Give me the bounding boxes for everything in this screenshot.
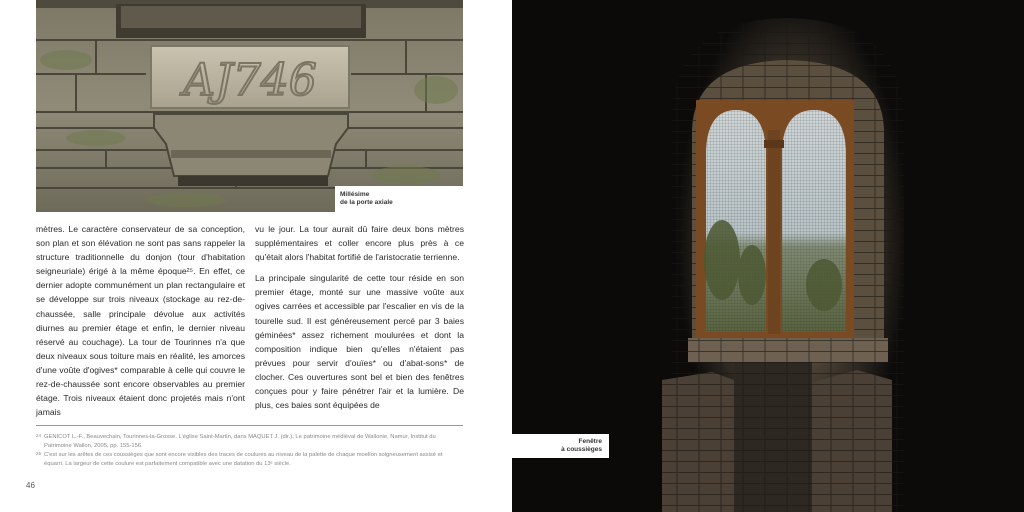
- footnote-divider: [36, 425, 463, 426]
- datestone-photo: [36, 0, 463, 212]
- page-number: 46: [26, 481, 35, 490]
- footnote: 25 C'est sur les arêtes de ces coussièges que sont encore visibles des traces de coulures au niveau de la palette de chaque moellon soigneusement assisé et équarri. La largeur de cette coulure est parfaitement compatible avec une datation du 13ᵉ siècle.: [36, 451, 443, 468]
- carved-date: AJ746: [183, 55, 317, 106]
- paragraph: mètres. Le caractère conservateur de sa conception, son plan et son élévation ne sont pas sans rappeler la structure traditionnelle du donjon (tour d'habitation seigneuriale) érigé à la même époque²⁵. En effet, ce dernier adopte communément un plan rectangulaire et se développe sur trois niveaux (stockage au rez-de-chaussée, salle principale dévolue aux activités diurnes au premier étage et enfin, le dernier niveau réservé au couchage). La tour de Tourinnes n'a que deux niveaux sous toiture mais en réalité, les amorces d'une voûte d'ogives* comparable à celle qui couvre le rez-de-chaussée sont encore observables au premier étage. Trois niveaux étaient donc projetés mais n'ont jamais: [36, 224, 245, 418]
- right-page: [512, 0, 1024, 512]
- photo-caption-window: Fenêtre à coussièges: [561, 438, 602, 453]
- body-text-column-right: [255, 222, 464, 412]
- paragraph: La principale singularité de cette tour réside en son premier étage, monté sur une massive voûte aux ogives carrées et accessible par l'escalier en vis de la tourelle sud. Il est généreusement percé par 3 baies géminées* assez richement moulurées et dont la composition indique bien qu'elles n'étaient pas prévues pour servir d'ouïes* ou d'abat-sons* de clocher. Ces ouvertures sont bel et bien des fenêtres conçues pour y faire pénétrer l'air et la lumière. De plus, ces baies sont équipées de: [255, 273, 464, 411]
- paragraph: vu le jour. La tour aurait dû faire deux bons mètres supplémentaires et coller encore plus près à ce qu'était alors l'habitat fortifié de l'aristocratie terrienne.: [255, 224, 464, 263]
- photo-caption-datestone: Millésime de la porte axiale: [340, 191, 393, 206]
- footnote: 24 GENICOT L.-F., Beauvechain, Tourinnes-la-Grosse. L'église Saint-Martin, dans MAQUET J. (dir.), Le patrimoine médiéval de Wallonie, Namur, Institut du Patrimoine Wallon, 2005, pp. 155-156.: [36, 433, 436, 449]
- body-text-column-left: [36, 222, 245, 419]
- footnotes: [36, 433, 463, 470]
